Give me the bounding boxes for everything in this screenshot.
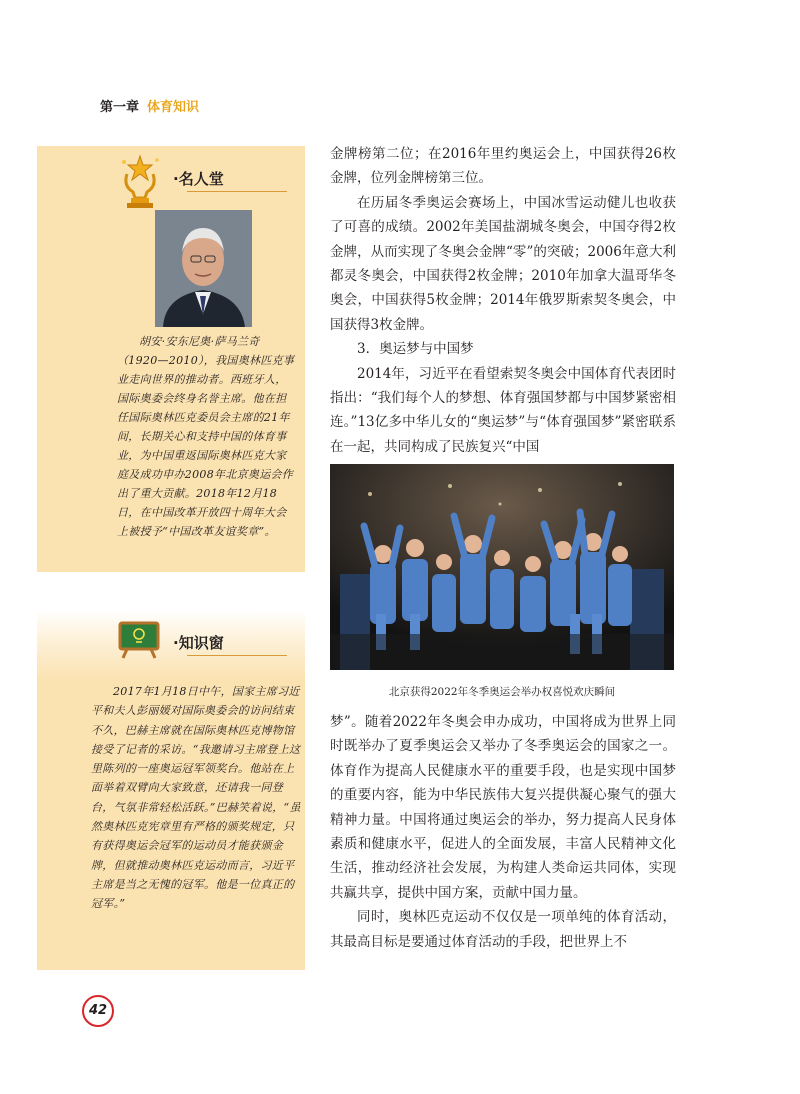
main-text-top	[330, 142, 676, 459]
knowledge-text	[91, 682, 303, 914]
celebration-photo	[330, 464, 674, 670]
knowledge-paragraph: 2017年1月18日中午，国家主席习近平和夫人彭丽媛对国际奥委会的访问结束不久，巴赫主席就在国际奥林匹克博物馆接受了记者的采访。“我邀请习主席登上这里陈列的一座奥运冠军领奖台。他站在上面举着双臂向大家致意，还请我一同登台，气氛非常轻松活跃。”巴赫笑着说，“虽然奥林匹克宪章里有严格的颁奖规定，只有获得奥运会冠军的运动员才能获颁金牌，但就推动奥林匹克运动而言，习近平主席是当之无愧的冠军。他是一位真正的冠军。”	[91, 685, 301, 911]
divider	[187, 191, 287, 192]
hall-of-fame-header	[37, 162, 305, 192]
trophy-icon	[115, 152, 165, 210]
page-number: 42	[82, 995, 114, 1027]
blackboard-icon	[117, 620, 161, 660]
hall-of-fame-title: ·名人堂	[173, 170, 224, 188]
paragraph: 2014年，习近平在看望索契冬奥会中国体育代表团时指出：“我们每个人的梦想、体育强国梦都与中国梦紧密相连。”13亿多中华儿女的“奥运梦”与“体育强国梦”紧密联系在一起，共同构成了民族复兴“中国	[330, 365, 676, 455]
photo-caption: 北京获得2022年冬季奥运会举办权喜悦欢庆瞬间	[388, 686, 616, 698]
paragraph: 同时，奥林匹克运动不仅仅是一项单纯的体育活动，其最高目标是要通过体育活动的手段，把世界上不	[330, 909, 676, 950]
divider	[187, 655, 287, 656]
section-heading: 3．奥运梦与中国梦	[357, 341, 474, 358]
knowledge-window-box	[37, 610, 305, 970]
chapter-header	[100, 96, 199, 115]
bio-paragraph: 胡安·安东尼奥·萨马兰奇（1920—2010），我国奥林匹克事业走向世界的推动者。西班牙人，国际奥委会终身名誉主席。他在担任国际奥林匹克委员会主席的21年间，长期关心和支持中国的体育事业，为中国重返国际奥林匹克大家庭及成功申办2008年北京奥运会作出了重大贡献。2018年12月18日，在中国改革开放四十周年大会上被授予“中国改革友谊奖章”。	[117, 335, 295, 538]
chapter-number: 第一章	[100, 100, 140, 115]
knowledge-window-title: ·知识窗	[173, 634, 224, 652]
main-text-bottom	[330, 710, 676, 954]
knowledge-window-header	[37, 626, 305, 656]
paragraph: 金牌榜第二位；在2016年里约奥运会上，中国获得26枚金牌，位列金牌榜第三位。	[330, 146, 676, 187]
hall-of-fame-box	[37, 146, 305, 572]
portrait-photo	[155, 210, 252, 327]
paragraph: 梦”。随着2022年冬奥会申办成功，中国将成为世界上同时既举办了夏季奥运会又举办了冬季奥运会的国家之一。体育作为提高人民健康水平的重要手段，也是实现中国梦的重要内容，能为中华民族伟大复兴提供凝心聚气的强大精神力量。中国将通过奥运会的举办，努力提高人民身体素质和健康水平，促进人的全面发展，丰富人民精神文化生活，推动经济社会发展，为构建人类命运共同体，实现共赢共享，提供中国方案，贡献中国力量。	[330, 714, 676, 901]
bio-text	[117, 332, 297, 541]
paragraph: 在历届冬季奥运会赛场上，中国冰雪运动健儿也收获了可喜的成绩。2002年美国盐湖城冬奥会，中国夺得2枚金牌，从而实现了冬奥会金牌“零”的突破；2006年意大利都灵冬奥会，中国获得2枚金牌；2010年加拿大温哥华冬奥会，中国获得5枚金牌；2014年俄罗斯索契冬奥会，中国获得3枚金牌。	[330, 194, 676, 333]
chapter-title: 体育知识	[147, 100, 200, 115]
